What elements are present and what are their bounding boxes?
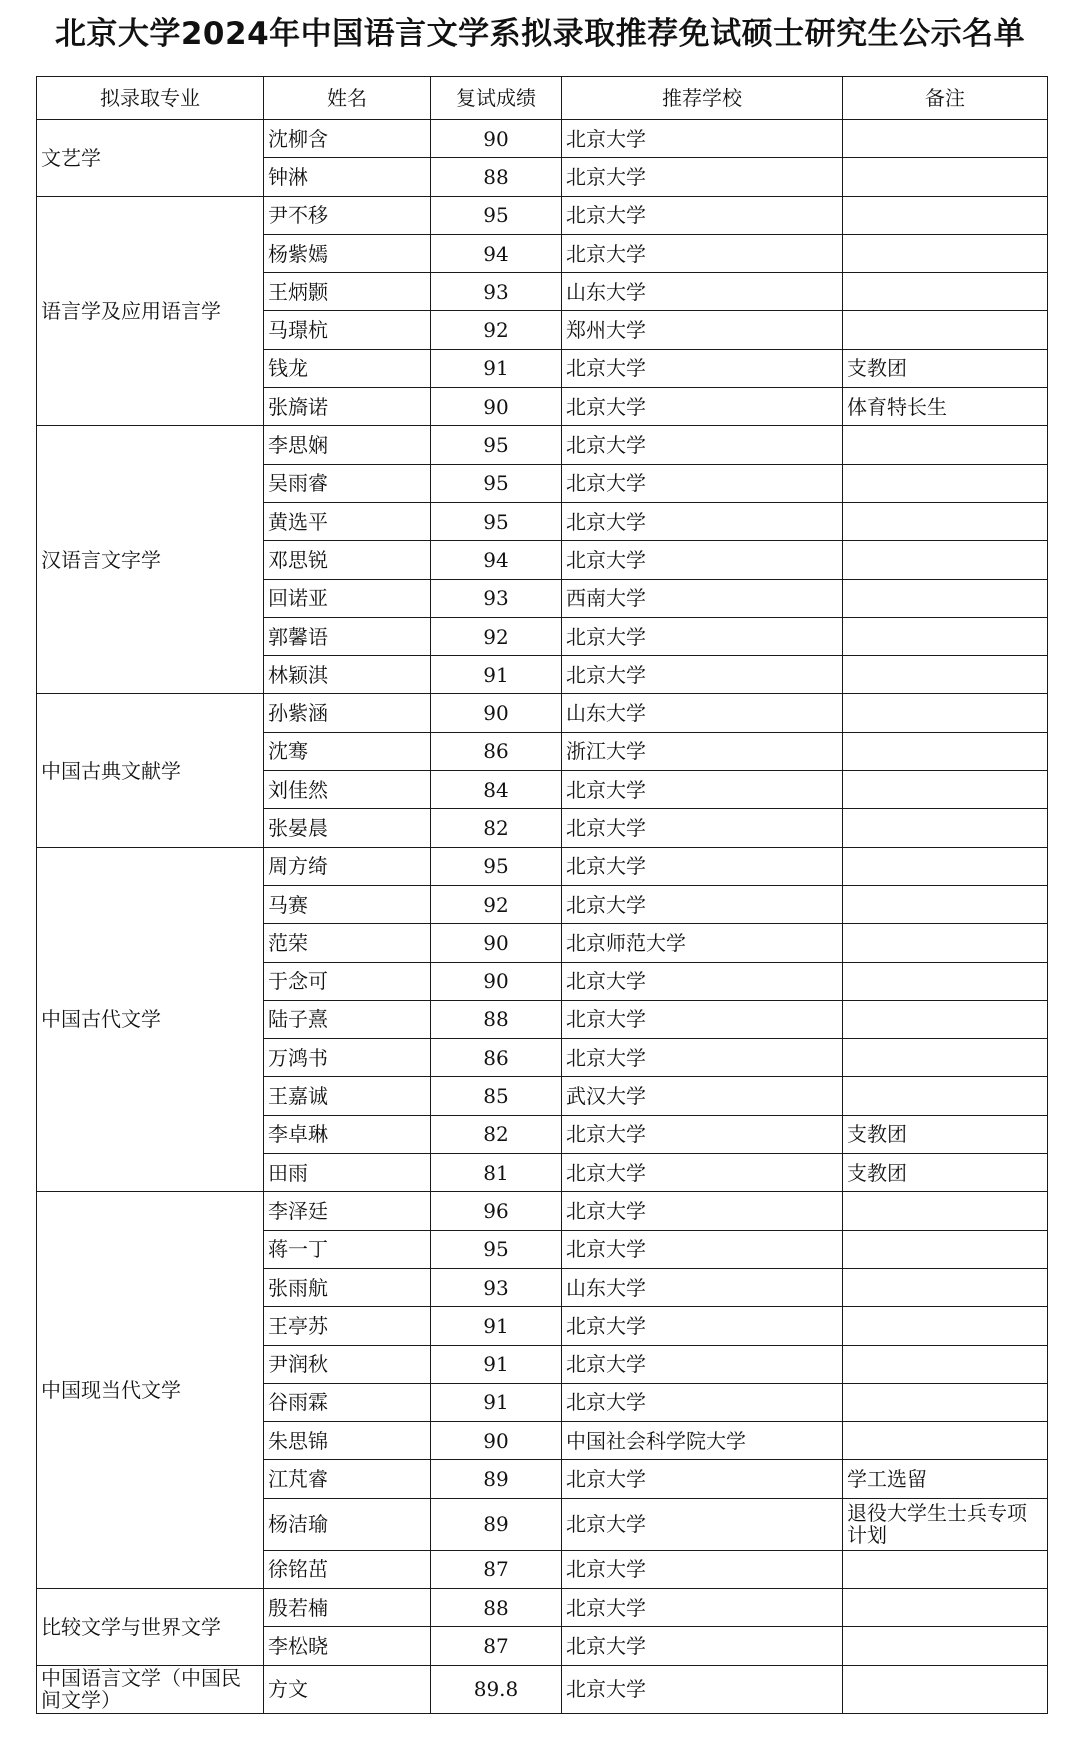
note-cell (843, 1000, 1048, 1038)
school-cell: 山东大学 (562, 1268, 843, 1306)
note-cell (843, 1307, 1048, 1345)
major-cell: 比较文学与世界文学 (37, 1588, 264, 1665)
major-cell: 汉语言文字学 (37, 426, 264, 694)
school-cell: 北京大学 (562, 1498, 843, 1550)
school-cell: 北京大学 (562, 502, 843, 540)
note-cell (843, 196, 1048, 234)
score-cell: 95 (431, 464, 562, 502)
note-cell (843, 1588, 1048, 1626)
school-cell: 北京大学 (562, 426, 843, 464)
name-cell: 李卓琳 (264, 1115, 431, 1153)
name-cell: 王亭苏 (264, 1307, 431, 1345)
note-cell (843, 1383, 1048, 1421)
school-cell: 武汉大学 (562, 1077, 843, 1115)
note-cell (843, 885, 1048, 923)
school-cell: 北京大学 (562, 1039, 843, 1077)
school-cell: 北京大学 (562, 771, 843, 809)
school-cell: 北京大学 (562, 1230, 843, 1268)
score-cell: 91 (431, 656, 562, 694)
table-row (37, 1665, 1048, 1713)
note-cell (843, 771, 1048, 809)
school-cell: 山东大学 (562, 273, 843, 311)
major-cell: 中国现当代文学 (37, 1192, 264, 1589)
score-cell: 84 (431, 771, 562, 809)
score-cell: 88 (431, 1000, 562, 1038)
school-cell: 北京大学 (562, 1000, 843, 1038)
school-cell: 北京大学 (562, 349, 843, 387)
name-cell: 殷若楠 (264, 1588, 431, 1626)
name-cell: 李泽廷 (264, 1192, 431, 1230)
name-cell: 谷雨霖 (264, 1383, 431, 1421)
page-title: 北京大学2024年中国语言文学系拟录取推荐免试硕士研究生公示名单 (54, 16, 1026, 52)
header-score: 复试成绩 (431, 77, 562, 120)
school-cell: 北京大学 (562, 1627, 843, 1665)
name-cell: 万鸿书 (264, 1039, 431, 1077)
school-cell: 北京大学 (562, 1154, 843, 1192)
note-cell (843, 1422, 1048, 1460)
score-cell: 90 (431, 1422, 562, 1460)
header-name: 姓名 (264, 77, 431, 120)
note-cell (843, 809, 1048, 847)
note-cell (843, 464, 1048, 502)
score-cell: 95 (431, 1230, 562, 1268)
name-cell: 陆子熹 (264, 1000, 431, 1038)
score-cell: 87 (431, 1550, 562, 1588)
school-cell: 北京大学 (562, 617, 843, 655)
school-cell: 北京大学 (562, 1345, 843, 1383)
school-cell: 北京大学 (562, 809, 843, 847)
score-cell: 91 (431, 349, 562, 387)
score-cell: 86 (431, 1039, 562, 1077)
note-cell (843, 234, 1048, 272)
note-cell (843, 426, 1048, 464)
note-cell (843, 656, 1048, 694)
score-cell: 85 (431, 1077, 562, 1115)
note-cell (843, 273, 1048, 311)
score-cell: 88 (431, 158, 562, 196)
score-cell: 93 (431, 273, 562, 311)
school-cell: 北京大学 (562, 541, 843, 579)
score-cell: 91 (431, 1345, 562, 1383)
name-cell: 孙紫涵 (264, 694, 431, 732)
table-row (37, 847, 1048, 885)
name-cell: 回诺亚 (264, 579, 431, 617)
name-cell: 王嘉诚 (264, 1077, 431, 1115)
note-cell: 支教团 (843, 349, 1048, 387)
score-cell: 90 (431, 388, 562, 426)
name-cell: 钟淋 (264, 158, 431, 196)
header-school: 推荐学校 (562, 77, 843, 120)
name-cell: 范荣 (264, 924, 431, 962)
school-cell: 北京大学 (562, 1665, 843, 1713)
school-cell: 北京大学 (562, 464, 843, 502)
table-row (37, 1588, 1048, 1626)
name-cell: 黄选平 (264, 502, 431, 540)
name-cell: 郭馨语 (264, 617, 431, 655)
school-cell: 北京大学 (562, 847, 843, 885)
school-cell: 中国社会科学院大学 (562, 1422, 843, 1460)
name-cell: 林颖淇 (264, 656, 431, 694)
name-cell: 马璟杭 (264, 311, 431, 349)
score-cell: 94 (431, 234, 562, 272)
score-cell: 87 (431, 1627, 562, 1665)
school-cell: 北京大学 (562, 656, 843, 694)
name-cell: 沈骞 (264, 732, 431, 770)
name-cell: 杨洁瑜 (264, 1498, 431, 1550)
score-cell: 90 (431, 694, 562, 732)
score-cell: 92 (431, 311, 562, 349)
score-cell: 92 (431, 885, 562, 923)
name-cell: 张晏晨 (264, 809, 431, 847)
table-body (37, 120, 1048, 1714)
note-cell (843, 502, 1048, 540)
table-row (37, 1192, 1048, 1230)
note-cell (843, 1268, 1048, 1306)
score-cell: 91 (431, 1383, 562, 1421)
note-cell (843, 1627, 1048, 1665)
school-cell: 山东大学 (562, 694, 843, 732)
score-cell: 86 (431, 732, 562, 770)
note-cell (843, 847, 1048, 885)
name-cell: 江芃睿 (264, 1460, 431, 1498)
name-cell: 李松晓 (264, 1627, 431, 1665)
score-cell: 89 (431, 1460, 562, 1498)
note-cell (843, 311, 1048, 349)
note-cell (843, 1192, 1048, 1230)
school-cell: 郑州大学 (562, 311, 843, 349)
name-cell: 刘佳然 (264, 771, 431, 809)
name-cell: 周方绮 (264, 847, 431, 885)
name-cell: 尹不移 (264, 196, 431, 234)
table-header-row (37, 77, 1048, 120)
note-cell (843, 1077, 1048, 1115)
school-cell: 北京大学 (562, 120, 843, 158)
table-row (37, 120, 1048, 158)
table-row (37, 426, 1048, 464)
name-cell: 沈柳含 (264, 120, 431, 158)
score-cell: 95 (431, 426, 562, 464)
score-cell: 91 (431, 1307, 562, 1345)
table-row (37, 694, 1048, 732)
note-cell (843, 924, 1048, 962)
note-cell (843, 120, 1048, 158)
note-cell (843, 1230, 1048, 1268)
school-cell: 北京大学 (562, 1550, 843, 1588)
admission-table (36, 76, 1048, 1714)
note-cell (843, 1345, 1048, 1383)
note-cell (843, 1665, 1048, 1713)
name-cell: 钱龙 (264, 349, 431, 387)
school-cell: 北京大学 (562, 196, 843, 234)
school-cell: 北京大学 (562, 1192, 843, 1230)
school-cell: 北京大学 (562, 962, 843, 1000)
note-cell (843, 617, 1048, 655)
note-cell (843, 1039, 1048, 1077)
name-cell: 尹润秋 (264, 1345, 431, 1383)
score-cell: 88 (431, 1588, 562, 1626)
name-cell: 蒋一丁 (264, 1230, 431, 1268)
note-cell: 支教团 (843, 1154, 1048, 1192)
score-cell: 93 (431, 579, 562, 617)
note-cell (843, 694, 1048, 732)
score-cell: 90 (431, 924, 562, 962)
score-cell: 95 (431, 847, 562, 885)
score-cell: 92 (431, 617, 562, 655)
school-cell: 北京大学 (562, 1307, 843, 1345)
score-cell: 89.8 (431, 1665, 562, 1713)
note-cell (843, 158, 1048, 196)
name-cell: 徐铭茁 (264, 1550, 431, 1588)
school-cell: 北京大学 (562, 1460, 843, 1498)
score-cell: 96 (431, 1192, 562, 1230)
score-cell: 90 (431, 120, 562, 158)
name-cell: 朱思锦 (264, 1422, 431, 1460)
major-cell: 文艺学 (37, 120, 264, 197)
note-cell: 学工选留 (843, 1460, 1048, 1498)
header-note: 备注 (843, 77, 1048, 120)
score-cell: 81 (431, 1154, 562, 1192)
note-cell (843, 541, 1048, 579)
major-cell: 语言学及应用语言学 (37, 196, 264, 426)
note-cell: 退役大学生士兵专项计划 (843, 1498, 1048, 1550)
score-cell: 89 (431, 1498, 562, 1550)
name-cell: 田雨 (264, 1154, 431, 1192)
name-cell: 王炳颢 (264, 273, 431, 311)
name-cell: 吴雨睿 (264, 464, 431, 502)
name-cell: 张雨航 (264, 1268, 431, 1306)
name-cell: 李思娴 (264, 426, 431, 464)
score-cell: 82 (431, 809, 562, 847)
score-cell: 95 (431, 196, 562, 234)
score-cell: 95 (431, 502, 562, 540)
note-cell: 支教团 (843, 1115, 1048, 1153)
school-cell: 北京大学 (562, 158, 843, 196)
score-cell: 93 (431, 1268, 562, 1306)
note-cell (843, 732, 1048, 770)
name-cell: 张旖诺 (264, 388, 431, 426)
school-cell: 北京师范大学 (562, 924, 843, 962)
school-cell: 北京大学 (562, 1383, 843, 1421)
name-cell: 于念可 (264, 962, 431, 1000)
note-cell (843, 962, 1048, 1000)
header-major: 拟录取专业 (37, 77, 264, 120)
school-cell: 北京大学 (562, 234, 843, 272)
name-cell: 杨紫嫣 (264, 234, 431, 272)
name-cell: 邓思锐 (264, 541, 431, 579)
name-cell: 方文 (264, 1665, 431, 1713)
name-cell: 马赛 (264, 885, 431, 923)
score-cell: 94 (431, 541, 562, 579)
school-cell: 北京大学 (562, 885, 843, 923)
school-cell: 北京大学 (562, 388, 843, 426)
school-cell: 北京大学 (562, 1115, 843, 1153)
score-cell: 90 (431, 962, 562, 1000)
school-cell: 北京大学 (562, 1588, 843, 1626)
note-cell (843, 1550, 1048, 1588)
score-cell: 82 (431, 1115, 562, 1153)
table-row (37, 196, 1048, 234)
major-cell: 中国古典文献学 (37, 694, 264, 847)
school-cell: 西南大学 (562, 579, 843, 617)
note-cell: 体育特长生 (843, 388, 1048, 426)
major-cell: 中国语言文学（中国民间文学） (37, 1665, 264, 1713)
school-cell: 浙江大学 (562, 732, 843, 770)
note-cell (843, 579, 1048, 617)
major-cell: 中国古代文学 (37, 847, 264, 1192)
